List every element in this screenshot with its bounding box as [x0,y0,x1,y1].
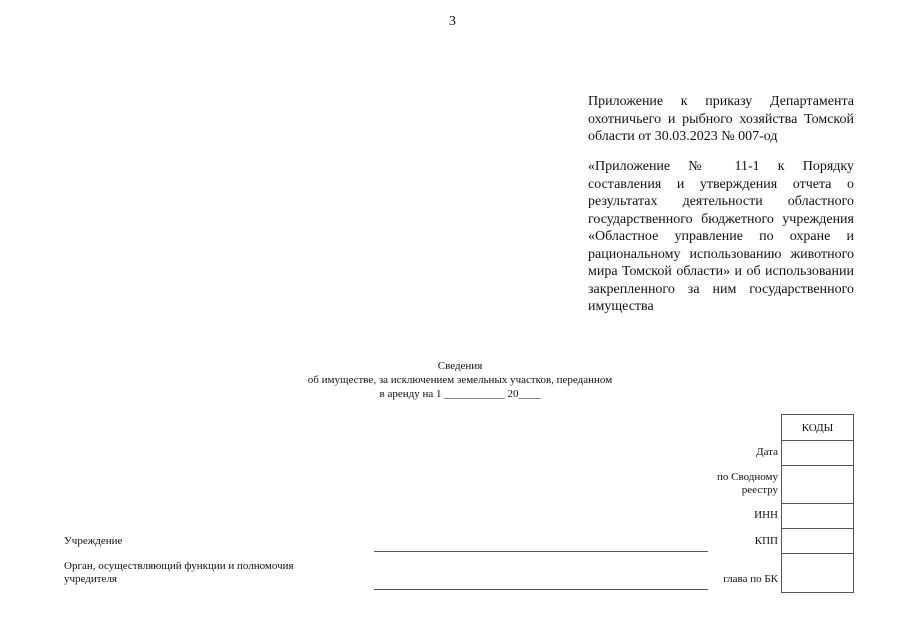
founder-label: Орган, осуществляющий функции и полномочия учредителя [64,560,294,585]
code-cell-date[interactable] [782,440,853,465]
codes-table [781,414,854,593]
label-inn: ИНН [754,509,778,521]
label-bk: глава по БК [723,573,778,585]
heading-date-line: в аренду на 1 ___________ 20____ [379,388,541,400]
label-date: Дата [756,446,778,458]
code-cell-kpp[interactable] [782,528,853,553]
codes-header: КОДЫ [801,421,834,434]
heading-subtitle: об имуществе, за исключением земельных участков, переданном [307,374,613,386]
founder-field-line[interactable] [374,589,708,590]
document-heading [240,359,680,401]
code-cell-bk[interactable] [782,553,853,592]
appendix-order-text: Приложение к приказу Департамента охотничьего и рыбного хозяйства Томской области от 30.03.2023 № 007-од [588,94,854,144]
label-registry: по Сводному реестру [716,471,778,496]
code-cell-inn[interactable] [782,503,853,528]
institution-field-line[interactable] [374,551,708,552]
appendix-procedure-text: «Приложение № 11-1 к Порядку составления и утверждения отчета о результатах деятельности областного государственного бюджетного учреждения «Областное управление по охране и рациональному использованию животного мира Томской области» и об использовании закрепленного за ним государственного имущества [588,159,854,314]
label-kpp: КПП [754,535,778,547]
institution-label: Учреждение [64,535,123,547]
code-cell-registry[interactable] [782,465,853,503]
page-number: 3 [449,14,456,29]
heading-title: Сведения [437,360,483,372]
